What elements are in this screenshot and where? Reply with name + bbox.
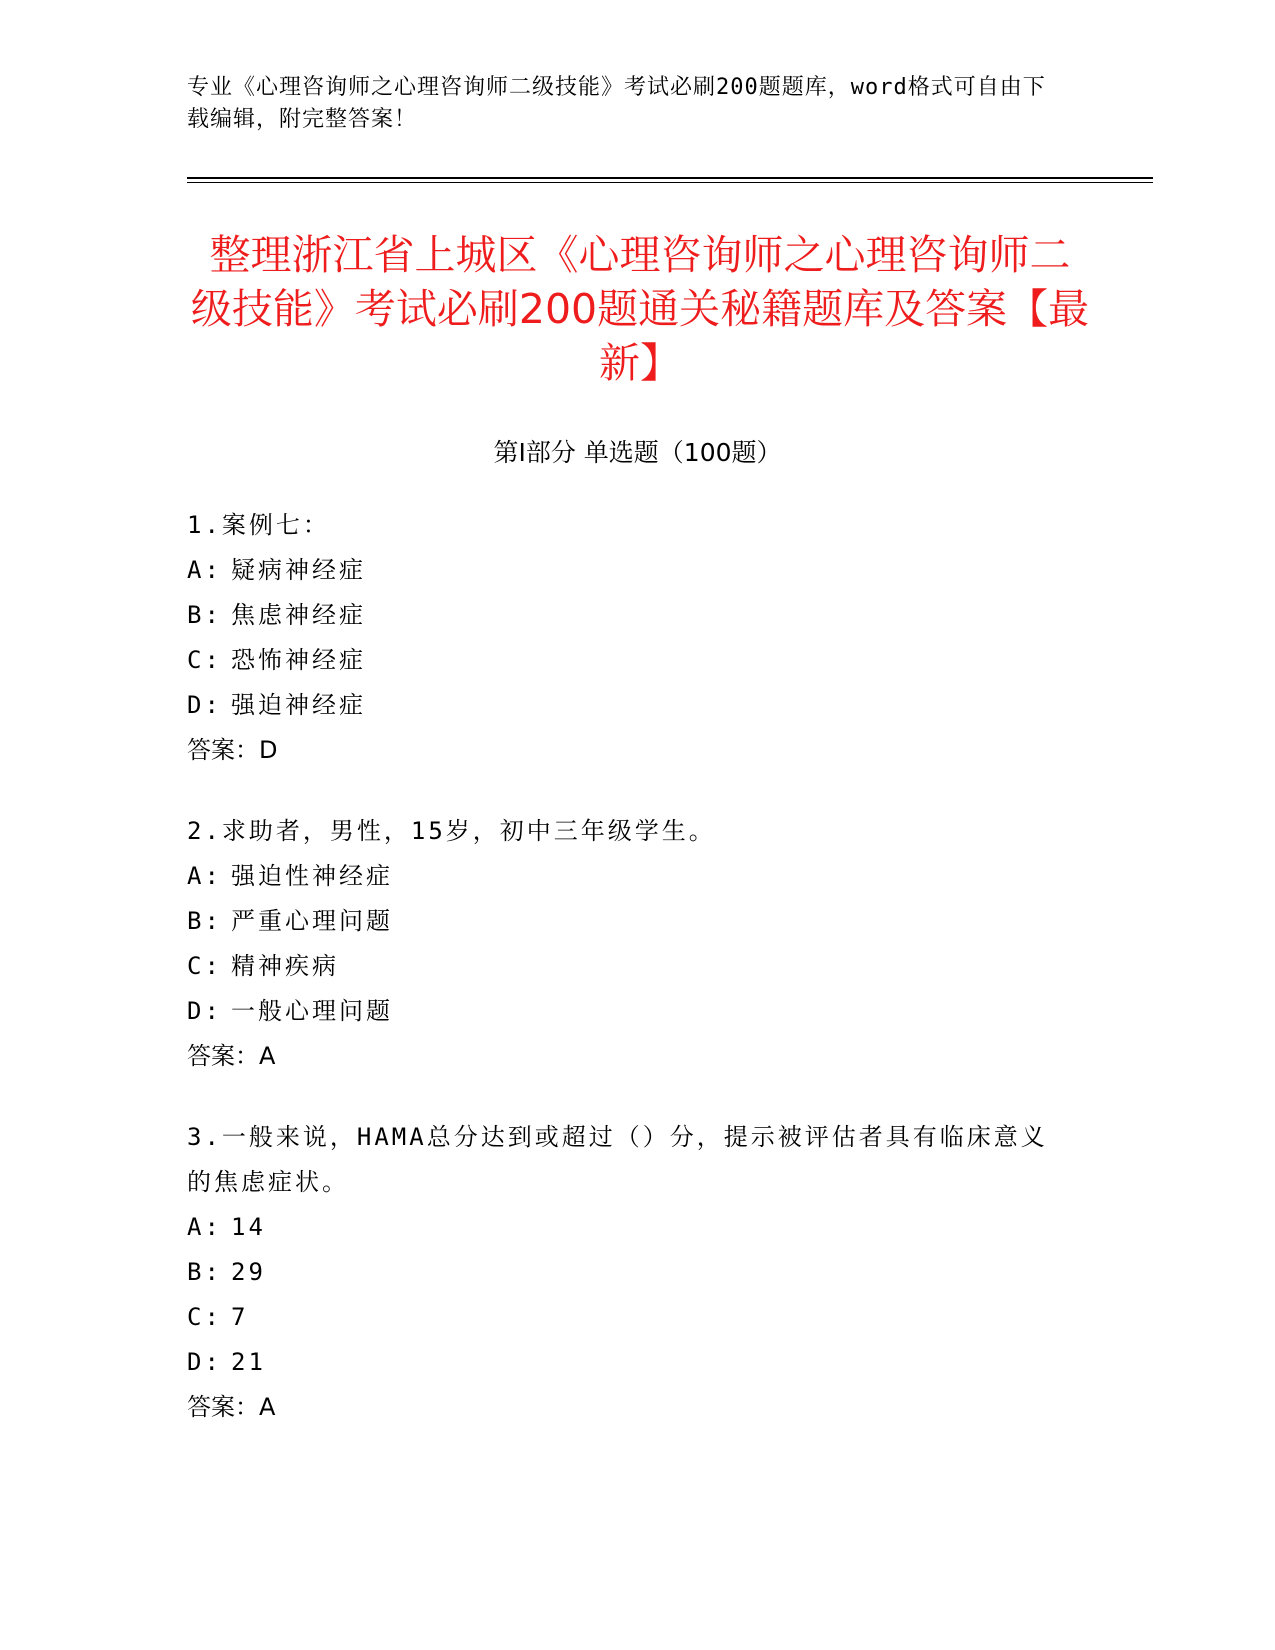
section-heading: 第Ⅰ部分 单选题（100题） [493, 438, 782, 467]
option-label: A: [187, 1213, 222, 1241]
option-a [187, 548, 1067, 593]
option-c [187, 1295, 1067, 1340]
answer-line: 答案：D [187, 736, 278, 764]
option-text: 严重心理问题 [231, 907, 393, 935]
option-text: 21 [231, 1348, 266, 1376]
option-c [187, 944, 1067, 989]
option-label: D: [187, 691, 222, 719]
answer-line: 答案：A [187, 1393, 276, 1421]
option-text: 强迫神经症 [231, 691, 366, 719]
question-stem: 1.案例七： [187, 511, 330, 539]
option-text: 焦虑神经症 [231, 601, 366, 629]
option-label: A: [187, 556, 222, 584]
option-text: 14 [231, 1213, 266, 1241]
answer-line: 答案：A [187, 1042, 276, 1070]
option-a [187, 854, 1067, 899]
option-text: 一般心理问题 [231, 997, 393, 1025]
option-text: 恐怖神经症 [231, 646, 366, 674]
option-text: 29 [231, 1258, 266, 1286]
option-label: B: [187, 1258, 222, 1286]
option-text: 强迫性神经症 [231, 862, 393, 890]
question-stem: 3.一般来说，HAMA总分达到或超过（）分，提示被评估者具有临床意义的焦虑症状。 [187, 1123, 1048, 1196]
option-label: B: [187, 601, 222, 629]
option-a [187, 1205, 1067, 1250]
option-d [187, 989, 1067, 1034]
question-3 [187, 1115, 1067, 1430]
option-label: D: [187, 1348, 222, 1376]
option-d [187, 683, 1067, 728]
question-2 [187, 809, 1067, 1079]
option-label: C: [187, 952, 222, 980]
option-d [187, 1340, 1067, 1385]
header-rule-thick [187, 177, 1153, 179]
question-stem: 2.求助者，男性，15岁，初中三年级学生。 [187, 817, 716, 845]
option-text: 精神疾病 [231, 952, 339, 980]
option-text: 7 [231, 1303, 249, 1331]
option-b [187, 1250, 1067, 1295]
option-b [187, 593, 1067, 638]
header-note: 专业《心理咨询师之心理咨询师二级技能》考试必刷200题题库，word格式可自由下载编辑，附完整答案！ [187, 75, 1046, 132]
option-label: B: [187, 907, 222, 935]
document-title: 整理浙江省上城区《心理咨询师之心理咨询师二级技能》考试必刷200题通关秘籍题库及答案【最新】 [190, 231, 1090, 387]
option-label: C: [187, 1303, 222, 1331]
question-1 [187, 503, 1067, 773]
option-text: 疑病神经症 [231, 556, 366, 584]
option-c [187, 638, 1067, 683]
option-label: A: [187, 862, 222, 890]
option-label: C: [187, 646, 222, 674]
option-b [187, 899, 1067, 944]
header-rule-thin [187, 182, 1153, 183]
option-label: D: [187, 997, 222, 1025]
